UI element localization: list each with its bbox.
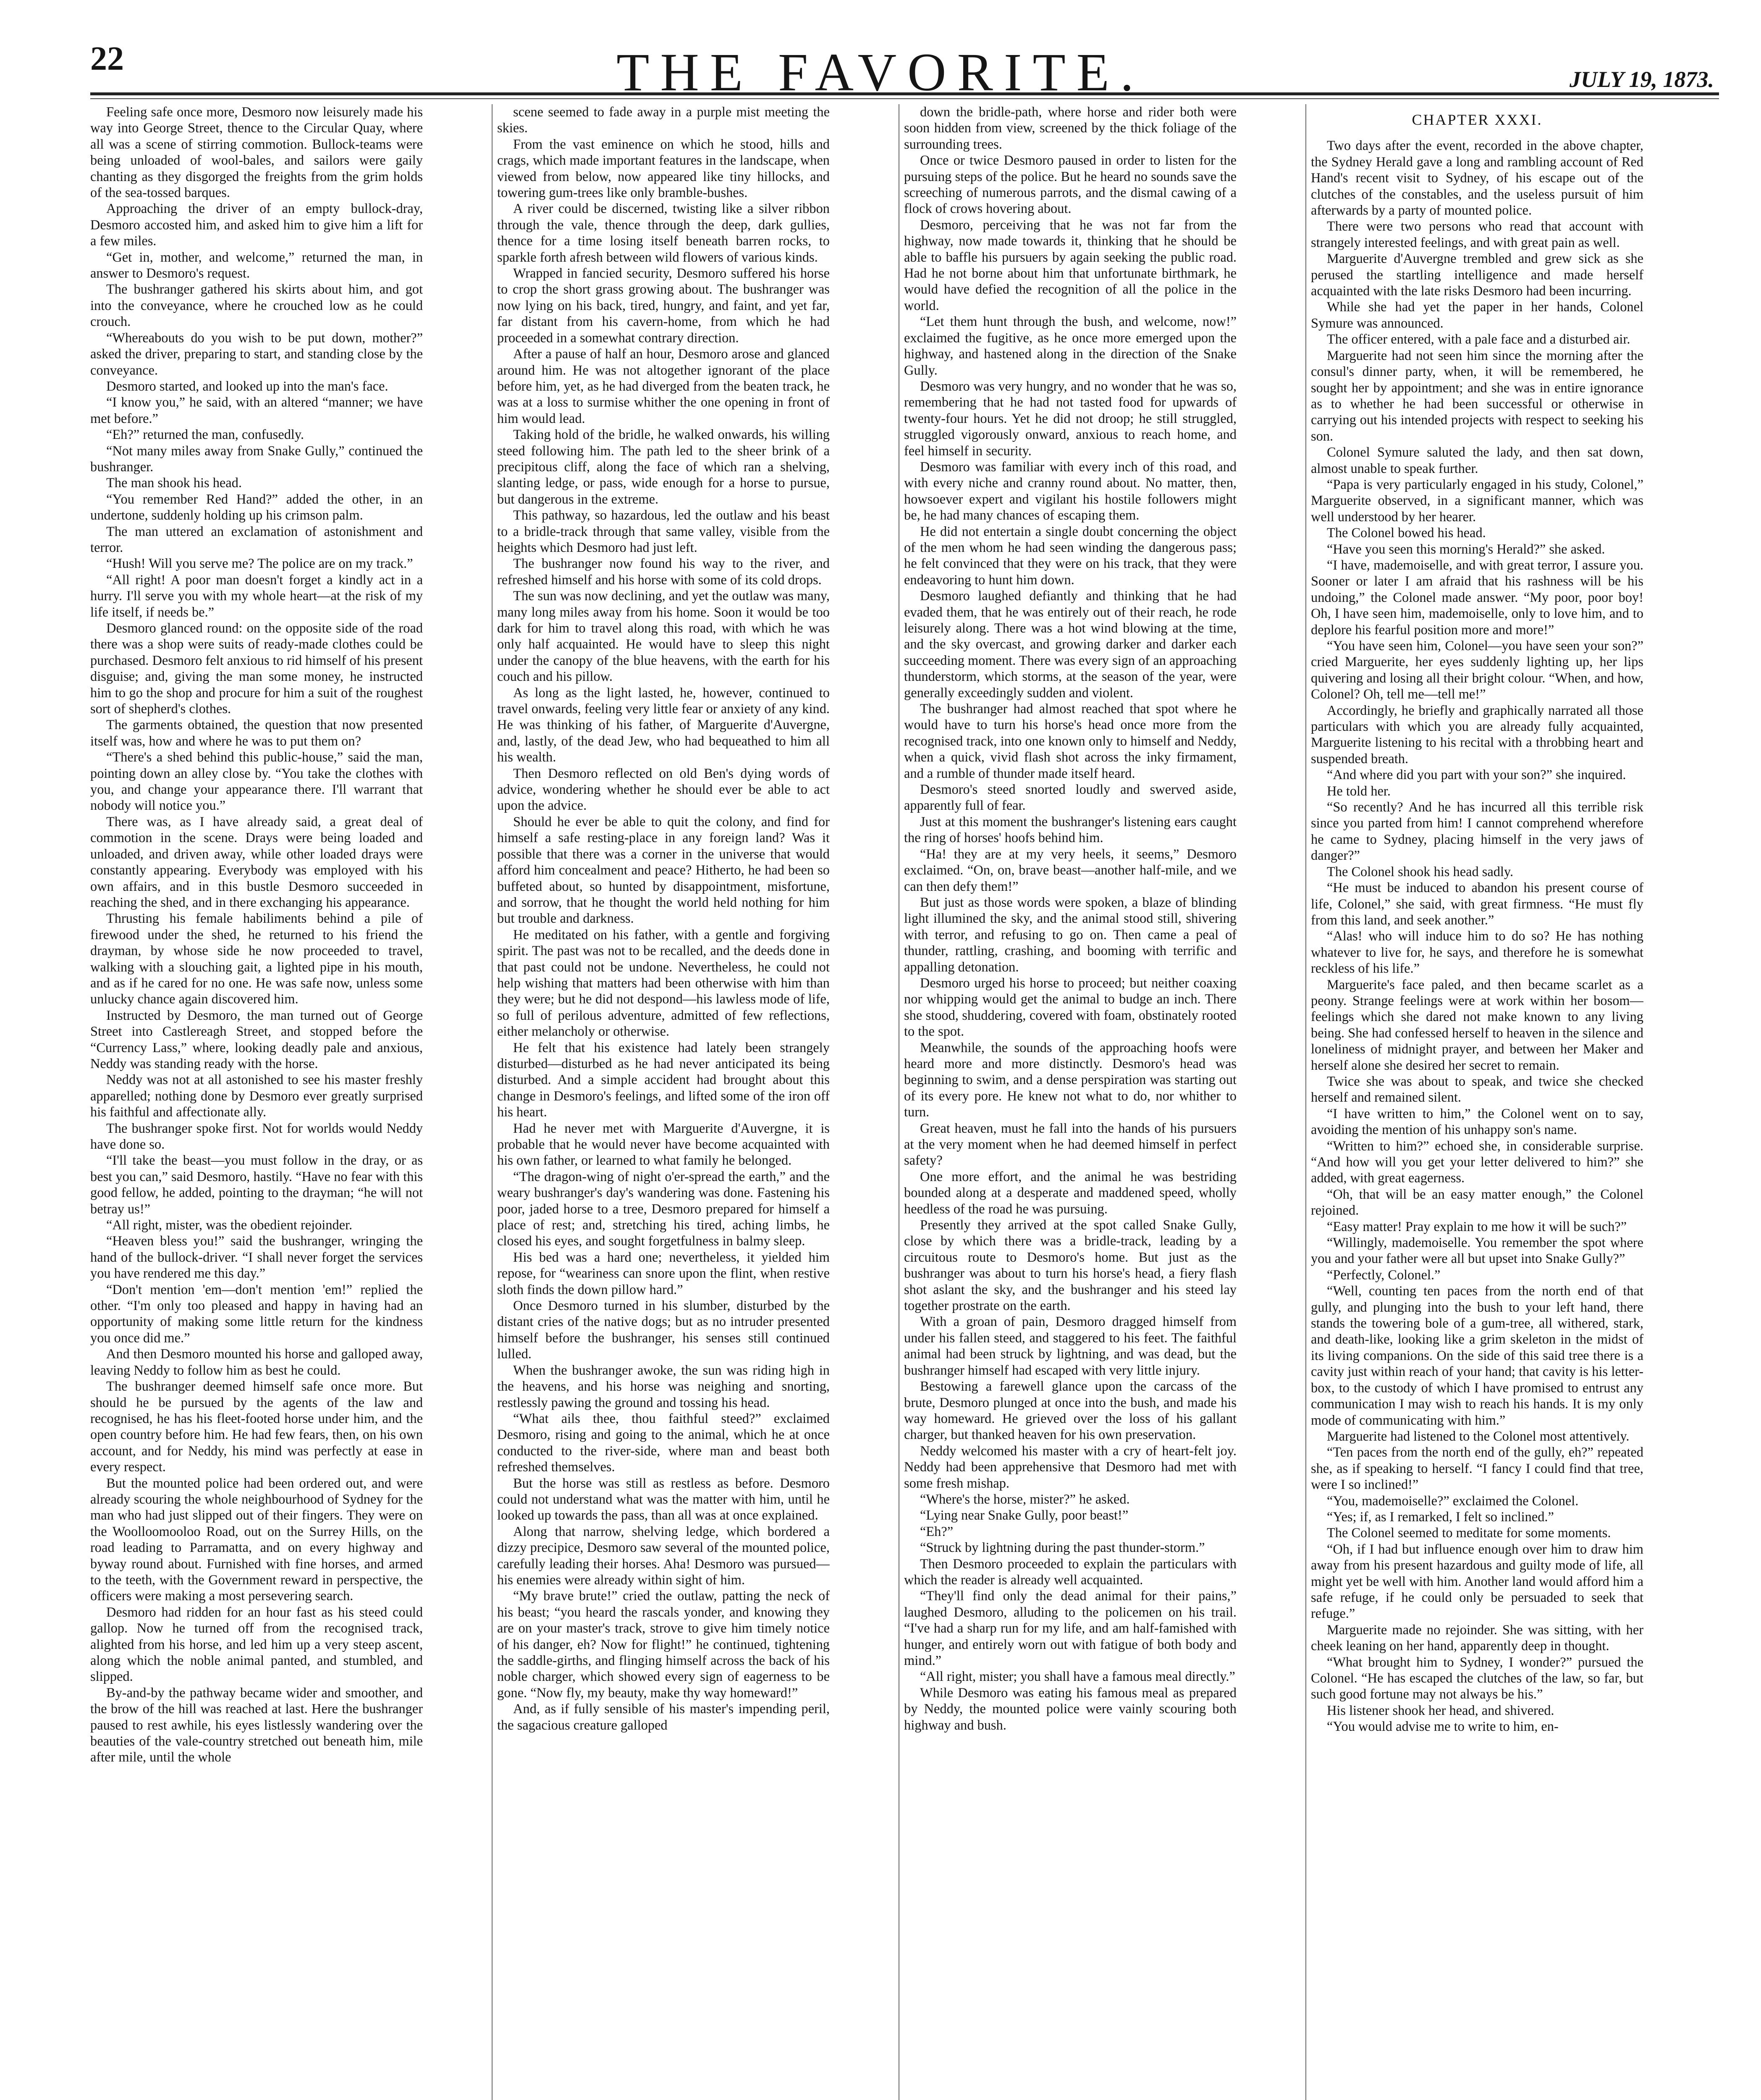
article-paragraph: By-and-by the pathway became wider and smoother, and the brow of the hill was reached at last. Here the bushranger paused to rest awhile, his eyes listlessly wandering over the beauties of the vale-country stretched out beneath him, mile after mile, until the whole: [90, 1685, 423, 1765]
article-paragraph: “Oh, if I had but influence enough over him to draw him away from his present hazardous and guilty mode of life, all might yet be well with him. Another land would afford him a safe refuge, if he could only be persuaded to seek that refuge.”: [1311, 1541, 1643, 1622]
article-paragraph: Twice she was about to speak, and twice she checked herself and remained silent.: [1311, 1074, 1643, 1105]
article-paragraph: “Don't mention 'em—don't mention 'em!” replied the other. “I'm only too pleased and happy in having had an opportunity of making some little return for the kindness you once did me.”: [90, 1282, 423, 1346]
article-paragraph: His bed was a hard one; nevertheless, it yielded him repose, for “weariness can snore upon the flint, when restive sloth finds the down pillow hard.”: [497, 1250, 830, 1297]
masthead-title: THE FAVORITE.: [616, 42, 1145, 102]
article-paragraph: Neddy welcomed his master with a cry of heart-felt joy. Neddy had been apprehensive that Desmoro had met with some fresh mishap.: [904, 1443, 1237, 1491]
article-paragraph: Desmoro was familiar with every inch of this road, and with every niche and cranny round about. No matter, then, howsoever expert and vigilant his hostile followers might be, he had many chances of escaping them.: [904, 459, 1237, 523]
article-paragraph: Taking hold of the bridle, he walked onwards, his willing steed following him. The path led to the sheer brink of a precipitous cliff, along the face of which ran a shelving, slanting ledge, or pass, wide enough for a horse to pursue, but dangerous in the extreme.: [497, 427, 830, 507]
article-paragraph: The Colonel shook his head sadly.: [1327, 864, 1514, 879]
article-paragraph: The man shook his head.: [106, 475, 242, 491]
article-paragraph: “You, mademoiselle?” exclaimed the Colonel.: [1327, 1493, 1579, 1509]
article-paragraph: “The dragon-wing of night o'er-spread the earth,” and the weary bushranger's day's wandering was done. Fastening his poor, jaded horse to a tree, Desmoro prepared for himself a place of rest; and, stretching his tired, aching limbs, he closed his eyes, and sought forgetfulness in balmy sleep.: [497, 1169, 830, 1249]
article-paragraph: Instructed by Desmoro, the man turned out of George Street into Castlereagh Street, and stopped before the “Currency Lass,” where, looking deadly pale and anxious, Neddy was standing ready with the horse.: [90, 1008, 423, 1071]
article-paragraph: And then Desmoro mounted his horse and galloped away, leaving Neddy to follow him as best he could.: [90, 1347, 423, 1378]
article-paragraph: “You have seen him, Colonel—you have seen your son?” cried Marguerite, her eyes suddenly lighting up, her lips quivering and losing all their bright colour. “When, and how, Colonel? Oh, tell me—tell me!”: [1311, 638, 1643, 702]
article-paragraph: “Where's the horse, mister?” he asked.: [920, 1491, 1130, 1507]
article-paragraph: Desmoro was very hungry, and no wonder that he was so, remembering that he had not tasted food for upwards of twenty-four hours. Yet he did not droop; he still struggled, struggled vigorously onward, anxious to reach home, and feel himself in security.: [904, 378, 1237, 459]
article-column-3: [904, 104, 1237, 2100]
article-paragraph: “He must be induced to abandon his present course of life, Colonel,” she said, with great firmness. “He must fly from this land, and seek another.”: [1311, 880, 1643, 928]
article-paragraph: The officer entered, with a pale face and a disturbed air.: [1327, 332, 1630, 347]
article-paragraph: Colonel Symure saluted the lady, and then sat down, almost unable to speak further.: [1311, 445, 1643, 476]
article-paragraph: “Let them hunt through the bush, and welcome, now!” exclaimed the fugitive, as he once more emerged upon the highway, and hastened along in the direction of the Snake Gully.: [904, 314, 1237, 378]
article-paragraph: “Eh?” returned the man, confusedly.: [106, 427, 304, 443]
article-paragraph: Should he ever be able to quit the colony, and find for himself a safe resting-place in any foreign land? Was it possible that there was a corner in the universe that would afford him concealment and peace? Hitherto, he had been so buffeted about, so hunted by disappointment, misfortune, and sorrow, that he thought the world held nothing for him but trouble and darkness.: [497, 814, 830, 927]
article-paragraph: down the bridle-path, where horse and rider both were soon hidden from view, screened by the thick foliage of the surrounding trees.: [904, 105, 1237, 152]
article-paragraph: The bushranger spoke first. Not for worlds would Neddy have done so.: [90, 1121, 423, 1152]
article-paragraph: A river could be discerned, twisting like a silver ribbon through the vale, thence through the deep, dark gullies, thence for a time losing itself beneath barren rocks, to sparkle forth afresh between wild flowers of various kinds.: [497, 201, 830, 265]
article-paragraph: “Hush! Will you serve me? The police are on my track.”: [106, 556, 413, 572]
article-paragraph: “You remember Red Hand?” added the other, in an undertone, suddenly holding up his crimson palm.: [90, 491, 423, 523]
article-paragraph: The sun was now declining, and yet the outlaw was many, many long miles away from his home. Soon it would be too dark for him to travel along this road, with which he was only half acquainted. He would have to sleep this night under the canopy of the blue heavens, with the earth for his couch and his pillow.: [497, 588, 830, 685]
article-paragraph: Then Desmoro reflected on old Ben's dying words of advice, wondering whether he should ever be able to act upon the advice.: [497, 766, 830, 814]
article-paragraph: But just as those words were spoken, a blaze of blinding light illumined the sky, and the animal stood still, shivering with terror, and refusing to go on. Then came a peal of thunder, rattling, crashing, and booming with terrific and appalling detonation.: [904, 895, 1237, 975]
article-paragraph: Bestowing a farewell glance upon the carcass of the brute, Desmoro plunged at once into the bush, and made his way homeward. He grieved over the loss of his gallant charger, but thanked heaven for his own preservation.: [904, 1379, 1237, 1443]
article-paragraph: Desmoro laughed defiantly and thinking that he had evaded them, that he was entirely out of their reach, he rode leisurely along. There was a hot wind blowing at the time, and the sky overcast, and growing darker and darker each succeeding moment. There was every sign of an approaching thunderstorm, which storms, at the season of the year, were generally exceedingly sudden and violent.: [904, 588, 1237, 701]
article-paragraph: “Willingly, mademoiselle. You remember the spot where you and your father were all but upset into Snake Gully?”: [1311, 1235, 1643, 1267]
article-paragraph: “All right! A poor man doesn't forget a kindly act in a hurry. I'll serve you with my whole heart—at the risk of my life itself, if needs be.”: [90, 572, 423, 620]
article-paragraph: After a pause of half an hour, Desmoro arose and glanced around him. He was not altogether ignorant of the place before him, yet, as he had diverged from the beaten track, he was at a loss to surmise whither the one opening in front of him would lead.: [497, 346, 830, 426]
article-paragraph: “Lying near Snake Gully, poor beast!”: [920, 1508, 1129, 1523]
article-paragraph: Meanwhile, the sounds of the approaching hoofs were heard more and more distinctly. Desmoro's head was beginning to swim, and a dense perspiration was starting out of its every pore. He knew not what to do, nor whither to turn.: [904, 1040, 1237, 1120]
article-paragraph: He felt that his existence had lately been strangely disturbed—disturbed as he had never anticipated its being disturbed. And a simple accident had brought about this change in Desmoro's feelings, and lifted some of the iron off his heart.: [497, 1040, 830, 1120]
article-paragraph: Marguerite had listened to the Colonel most attentively.: [1327, 1428, 1630, 1444]
article-paragraph: Thrusting his female habiliments behind a pile of firewood under the shed, he returned to his friend the drayman, by whose side he now proceeded to travel, walking with a slouching gait, a lighted pipe in his mouth, and as if he cared for no one. He was safe now, unless some unlucky chance again discovered him.: [90, 911, 423, 1007]
article-paragraph: Marguerite's face paled, and then became scarlet as a peony. Strange feelings were at work within her bosom—feelings which she dared not make known to any living being. She had confessed herself to heaven in the silence and loneliness of midnight prayer, and between her Maker and herself alone she desired her secret to remain.: [1311, 977, 1643, 1073]
article-paragraph: “What brought him to Sydney, I wonder?” pursued the Colonel. “He has escaped the clutches of the law, so far, but such good fortune may not always be his.”: [1311, 1654, 1643, 1702]
article-paragraph: “Easy matter! Pray explain to me how it will be such?”: [1327, 1219, 1627, 1234]
article-paragraph: “Have you seen this morning's Herald?” she asked.: [1327, 541, 1605, 557]
article-column-1: [90, 104, 423, 2100]
page-number: 22: [90, 40, 124, 77]
article-paragraph: With a groan of pain, Desmoro dragged himself from under his fallen steed, and staggered to his feet. The faithful animal had been struck by lightning, and was dead, but the bushranger himself had escaped with very little injury.: [904, 1314, 1237, 1378]
article-paragraph: Desmoro had ridden for an hour fast as his steed could gallop. Now he turned off from the recognised track, alighted from his horse, and led him up a very steep ascent, along which the noble animal panted, and stumbled, and slipped.: [90, 1604, 423, 1685]
article-paragraph: “All right, mister, was the obedient rejoinder.: [106, 1218, 353, 1233]
page-header: [0, 0, 1761, 102]
article-column-4: [1311, 104, 1643, 2100]
article-paragraph: Marguerite d'Auvergne trembled and grew sick as she perused the startling intelligence and made herself acquainted with the late risks Desmoro had been incurring.: [1311, 251, 1643, 299]
article-paragraph: Once Desmoro turned in his slumber, disturbed by the distant cries of the native dogs; but as no intruder presented himself before the bushranger, his senses still continued lulled.: [497, 1298, 830, 1362]
article-paragraph: “Not many miles away from Snake Gully,” continued the bushranger.: [90, 443, 423, 475]
article-paragraph: “I have, mademoiselle, and with great terror, I assure you. Sooner or later I am afraid that his rashness will be his undoing,” the Colonel made answer. “My poor, poor boy! Oh, I have seen him, mademoiselle, only to love him, and to deplore his fearful position more and more!”: [1311, 557, 1643, 638]
article-paragraph: And, as if fully sensible of his master's impending peril, the sagacious creature galloped: [497, 1701, 830, 1733]
article-paragraph: He meditated on his father, with a gentle and forgiving spirit. The past was not to be recalled, and the deeds done in that past could not be undone. Nevertheless, he could not help wishing that matters had been otherwise with him than they were; but he did not despond—his lawless mode of life, so full of perilous adventure, admitted of few reflections, either melancholy or otherwise.: [497, 927, 830, 1040]
article-paragraph: Desmoro's steed snorted loudly and swerved aside, apparently full of fear.: [904, 782, 1237, 814]
article-paragraph: The Colonel bowed his head.: [1327, 525, 1486, 541]
article-paragraph: From the vast eminence on which he stood, hills and crags, which made important features in the landscape, when viewed from below, now appeared like tiny hillocks, and towering gum-trees like only bramble-bushes.: [497, 136, 830, 201]
article-paragraph: When the bushranger awoke, the sun was riding high in the heavens, and his horse was neighing and snorting, restlessly pawing the ground and tossing his head.: [497, 1362, 830, 1410]
column-separator: [1305, 104, 1306, 2100]
article-paragraph: Desmoro started, and looked up into the man's face.: [106, 378, 388, 394]
article-paragraph: There was, as I have already said, a great deal of commotion in the scene. Drays were being loaded and unloaded, and driven away, while other loaded drays were constantly appearing. Everybody was employed with his own affairs, and in this bustle Desmoro succeeded in reaching the shed, and in there exchanging his appearance.: [90, 814, 423, 910]
article-paragraph: His listener shook her head, and shivered.: [1327, 1703, 1554, 1718]
article-paragraph: “I know you,” he said, with an altered “manner; we have met before.”: [90, 395, 423, 426]
article-paragraph: Accordingly, he briefly and graphically narrated all those particulars with which you are already fully acquainted, Marguerite listening to his recital with a throbbing heart and suspended breath.: [1311, 703, 1643, 766]
article-paragraph: Marguerite made no rejoinder. She was sitting, with her cheek leaning on her hand, apparently deep in thought.: [1311, 1622, 1643, 1654]
header-rule: [90, 92, 1719, 95]
article-paragraph: He told her.: [1327, 783, 1391, 799]
article-paragraph: “Heaven bless you!” said the bushranger, wringing the hand of the bullock-driver. “I shall never forget the services you have rendered me this day.”: [90, 1234, 423, 1281]
article-paragraph: But the horse was still as restless as before. Desmoro could not understand what was the matter with him, until he looked up towards the pass, than all was at once explained.: [497, 1475, 830, 1523]
article-paragraph: While Desmoro was eating his famous meal as prepared by Neddy, the mounted police were vainly scouring both highway and bush.: [904, 1685, 1237, 1733]
article-paragraph: “They'll find only the dead animal for their pains,” laughed Desmoro, alluding to the policemen on his trail. “I've had a sharp run for my life, and am half-famished with hunger, and entirely worn out with fatigue of both body and mind.”: [904, 1588, 1237, 1668]
article-paragraph: Desmoro urged his horse to proceed; but neither coaxing nor whipping would get the animal to budge an inch. There she stood, shuddering, covered with foam, obstinately rooted to the spot.: [904, 975, 1237, 1040]
article-paragraph: This pathway, so hazardous, led the outlaw and his beast to a bridle-track through that same valley, visible from the heights which Desmoro had just left.: [497, 508, 830, 555]
article-paragraph: Feeling safe once more, Desmoro now leisurely made his way into George Street, thence to the Circular Quay, where all was a scene of stirring commotion. Bullock-teams were being unloaded of wool-bales, and sailors were gaily chanting as they disgorged the freights from the grim holds of the sea-tossed barques.: [90, 105, 423, 201]
article-paragraph: “Struck by lightning during the past thunder-storm.”: [920, 1540, 1205, 1556]
column-separator: [492, 104, 493, 2100]
article-paragraph: As long as the light lasted, he, however, continued to travel onwards, feeling very little fear or anxiety of any kind. He was thinking of his father, of Marguerite d'Auvergne, and, lastly, of the dead Jew, who had bequeathed to him all his wealth.: [497, 685, 830, 765]
article-paragraph: The man uttered an exclamation of astonishment and terror.: [90, 524, 423, 555]
article-paragraph: Just at this moment the bushranger's listening ears caught the ring of horses' hoofs behind him.: [904, 814, 1237, 846]
article-paragraph: The bushranger now found his way to the river, and refreshed himself and his horse with some of its cold drops.: [497, 556, 830, 588]
article-paragraph: There were two persons who read that account with strangely interested feelings, and with great pain as well.: [1311, 219, 1643, 250]
header-rule-thin: [90, 98, 1719, 99]
article-paragraph: “Written to him?” echoed she, in considerable surprise. “And how will you get your letter delivered to him?” she added, with great eagerness.: [1311, 1138, 1643, 1186]
article-paragraph: “I have written to him,” the Colonel went on to say, avoiding the mention of his unhappy son's name.: [1311, 1106, 1643, 1138]
article-paragraph: scene seemed to fade away in a purple mist meeting the skies.: [497, 105, 830, 136]
article-column-2: [497, 104, 830, 2100]
article-paragraph: “What ails thee, thou faithful steed?” exclaimed Desmoro, rising and going to the animal, which he at once conducted to the river-side, where man and beast both refreshed themselves.: [497, 1411, 830, 1475]
article-paragraph: He did not entertain a single doubt concerning the object of the men whom he had seen winding the dangerous pass; he felt convinced that they were on his track, that they were endeavoring to hunt him down.: [904, 524, 1237, 588]
article-paragraph: One more effort, and the animal he was bestriding bounded along at a desperate and maddened speed, wholly heedless of the road he was pursuing.: [904, 1169, 1237, 1217]
issue-date: JULY 19, 1873.: [1570, 67, 1714, 92]
article-paragraph: Then Desmoro proceeded to explain the particulars with which the reader is already well acquainted.: [904, 1556, 1237, 1588]
article-paragraph: The bushranger deemed himself safe once more. But should he be pursued by the agents of the law and recognised, he has his fleet-footed horse under him, and the open country before him. He had few fears, then, on his own account, and for Neddy, his mind was perfectly at ease in every respect.: [90, 1379, 423, 1475]
article-paragraph: “Papa is very particularly engaged in his study, Colonel,” Marguerite observed, in a significant manner, which was well understood by her hearer.: [1311, 477, 1643, 525]
chapter-heading: CHAPTER XXXI.: [1412, 111, 1543, 128]
article-paragraph: Marguerite had not seen him since the morning after the consul's dinner party, when, it will be remembered, he sought her by appointment; and she was in entire ignorance as to whether he had been successful or otherwise in carrying out his intended projects with respect to seeking his son.: [1311, 348, 1643, 444]
article-paragraph: “There's a shed behind this public-house,” said the man, pointing down an alley close by. “You take the clothes with you, and change your appearance there. I'll warrant that nobody will notice you.”: [90, 750, 423, 814]
article-paragraph: The bushranger had almost reached that spot where he would have to turn his horse's head once more from the recognised track, into one known only to himself and Neddy, when a quick, vivid flash shot across the inky firmament, and a rumble of thunder made itself heard.: [904, 701, 1237, 781]
article-paragraph: While she had yet the paper in her hands, Colonel Symure was announced.: [1311, 299, 1643, 331]
article-paragraph: “Yes; if, as I remarked, I felt so inclined.”: [1327, 1509, 1554, 1525]
article-paragraph: The garments obtained, the question that now presented itself was, how and where he was to put them on?: [90, 717, 423, 749]
article-paragraph: The Colonel seemed to meditate for some moments.: [1327, 1525, 1611, 1541]
article-paragraph: “So recently? And he has incurred all this terrible risk since you parted from him! I cannot comprehend wherefore he came to Sydney, placing himself in the very jaws of danger?”: [1311, 800, 1643, 864]
article-paragraph: Wrapped in fancied security, Desmoro suffered his horse to crop the short grass growing about. The bushranger was now lying on his back, tired, hungry, and faint, and yet far, far distant from his cavern-home, from which he had proceeded in a somewhat contrary direction.: [497, 266, 830, 346]
article-paragraph: “Whereabouts do you wish to be put down, mother?” asked the driver, preparing to start, and standing close by the conveyance.: [90, 330, 423, 378]
article-paragraph: “I'll take the beast—you must follow in the dray, or as best you can,” said Desmoro, hastily. “Have no fear with this good fellow, he added, pointing to the drayman; “he will not betray us!”: [90, 1153, 423, 1217]
article-paragraph: Desmoro, perceiving that he was not far from the highway, now made towards it, thinking that he should be able to baffle his pursuers by again seeking the public road. Had he not borne about him that unfortunate birthmark, he would have defied the recognition of all the police in the world.: [904, 217, 1237, 313]
article-paragraph: “Oh, that will be an easy matter enough,” the Colonel rejoined.: [1311, 1186, 1643, 1218]
article-paragraph: “Eh?”: [920, 1524, 954, 1539]
article-paragraph: Neddy was not at all astonished to see his master freshly apparelled; nothing done by Desmoro ever greatly surprised his faithful and affectionate ally.: [90, 1072, 423, 1120]
article-paragraph: “Ha! they are at my very heels, it seems,” Desmoro exclaimed. “On, on, brave beast—another half-mile, and we can then defy them!”: [904, 846, 1237, 894]
article-paragraph: Great heaven, must he fall into the hands of his pursuers at the very moment when he had deemed himself in perfect safety?: [904, 1121, 1237, 1168]
article-paragraph: Had he never met with Marguerite d'Auvergne, it is probable that he would never have become acquainted with his own father, or learned to what family he belonged.: [497, 1121, 830, 1168]
article-paragraph: “Perfectly, Colonel.”: [1327, 1267, 1441, 1283]
article-paragraph: “Well, counting ten paces from the north end of that gully, and plunging into the bush to your left hand, there stands the towering bole of a gum-tree, all withered, stark, and death-like, looking like a grim skeleton in the midst of its living companions. On the side of this said tree there is a cavity just within reach of your hand; that cavity is his letter-box, to the custody of which I have promised to entrust any communication I may wish to reach his hands. It is my only mode of communicating with him.”: [1311, 1284, 1643, 1428]
article-paragraph: Desmoro glanced round: on the opposite side of the road there was a shop were suits of ready-made clothes could be purchased. Desmoro felt anxious to rid himself of his present disguise; and, giving the man some money, he instructed him to go the shop and procure for him a suit of the roughest sort of shepherd's clothes.: [90, 621, 423, 717]
article-paragraph: Approaching the driver of an empty bullock-dray, Desmoro accosted him, and asked him to give him a lift for a few miles.: [90, 201, 423, 249]
article-paragraph: “Alas! who will induce him to do so? He has nothing whatever to live for, he says, and therefore he is somewhat reckless of his life.”: [1311, 929, 1643, 976]
article-paragraph: But the mounted police had been ordered out, and were already scouring the whole neighbourhood of Sydney for the man who had just slipped out of their fingers. They were on the Woolloomooloo Road, out on the Surrey Hills, on the road leading to Parramatta, and on every highway and byway round about. Furnished with fine horses, and armed to the teeth, with the Government reward in perspective, the officers were making a most persevering search.: [90, 1475, 423, 1604]
article-paragraph: Once or twice Desmoro paused in order to listen for the pursuing steps of the police. But he heard no sounds save the screeching of numerous parrots, and the dismal cawing of a flock of crows hovering about.: [904, 153, 1237, 217]
article-paragraph: Presently they arrived at the spot called Snake Gully, close by which there was a bridle-track, leading by a circuitous route to Desmoro's home. But just as the bushranger was about to turn his horse's head, a fiery flash shot aslant the sky, and the bushranger and his steed lay together prostrate on the earth.: [904, 1218, 1237, 1314]
article-paragraph: “You would advise me to write to him, en-: [1327, 1719, 1559, 1735]
article-paragraph: “All right, mister; you shall have a famous meal directly.”: [920, 1669, 1235, 1685]
article-paragraph: Two days after the event, recorded in the above chapter, the Sydney Herald gave a long and rambling account of Red Hand's recent visit to Sydney, of his escape out of the clutches of the constables, and the useless pursuit of him afterwards by a party of mounted police.: [1311, 138, 1643, 218]
article-paragraph: “Get in, mother, and welcome,” returned the man, in answer to Desmoro's request.: [90, 249, 423, 281]
article-paragraph: The bushranger gathered his skirts about him, and got into the conveyance, where he crouched low as he could crouch.: [90, 282, 423, 330]
article-paragraph: “Ten paces from the north end of the gully, eh?” repeated she, as if speaking to herself. “I fancy I could find that tree, were I so inclined!”: [1311, 1445, 1643, 1493]
article-paragraph: “My brave brute!” cried the outlaw, patting the neck of his beast; “you heard the rascals yonder, and knowing they are on your master's track, strove to give him timely notice of his danger, eh? Now for flight!” he continued, tightening the saddle-girths, and flinging himself across the back of his noble charger, which showed every sign of eagerness to be gone. “Now fly, my beauty, make thy way homeward!”: [497, 1588, 830, 1701]
article-paragraph: Along that narrow, shelving ledge, which bordered a dizzy precipice, Desmoro saw several of the mounted police, carefully leading their horses. Aha! Desmoro was pursued—his enemies were already within sight of him.: [497, 1524, 830, 1588]
article-paragraph: “And where did you part with your son?” she inquired.: [1327, 767, 1626, 783]
